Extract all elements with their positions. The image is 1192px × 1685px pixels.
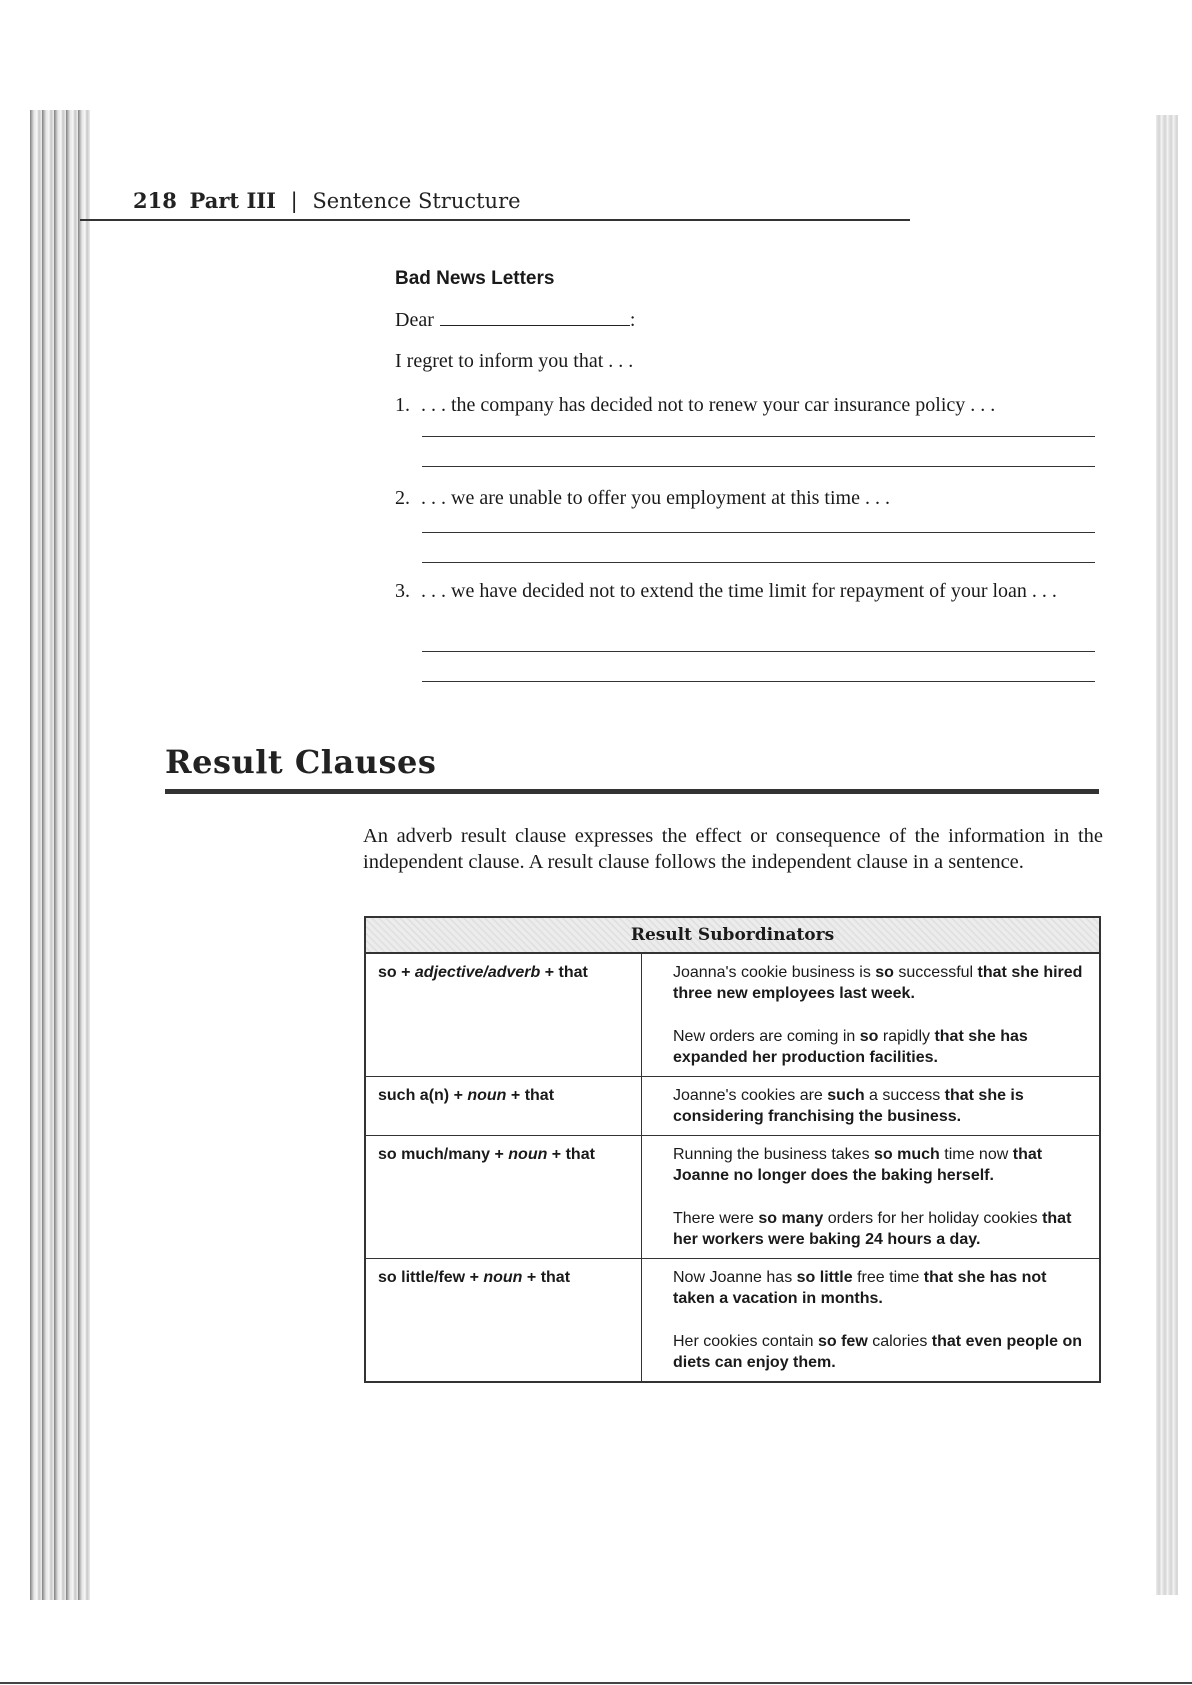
table-header-row xyxy=(365,917,1100,953)
part-label: Part III xyxy=(189,188,276,213)
example-part: so many xyxy=(758,1210,824,1227)
pattern-part: + that xyxy=(506,1087,555,1104)
example-part: There were xyxy=(673,1210,759,1227)
bottom-rule xyxy=(0,1682,1192,1684)
example-part: so xyxy=(875,964,894,981)
example-sentence xyxy=(673,1267,1087,1309)
head-separator: | xyxy=(290,189,298,213)
example-part: Joanna's cookie business is xyxy=(673,964,876,981)
example-part: successful xyxy=(893,964,978,981)
example-part: so little xyxy=(796,1269,853,1286)
pattern-part: + that xyxy=(522,1269,571,1286)
examples-cell xyxy=(642,1259,1101,1383)
example-part: a success xyxy=(864,1087,945,1104)
pattern-cell xyxy=(365,1136,642,1259)
example-sentence xyxy=(673,1026,1087,1068)
example-sentence xyxy=(673,1331,1087,1373)
item-number: 1. xyxy=(395,394,410,416)
pattern-part: noun xyxy=(508,1146,548,1163)
example-part: New orders are coming in xyxy=(673,1028,860,1045)
salutation-blank[interactable] xyxy=(440,311,630,326)
answer-line[interactable] xyxy=(422,562,1095,563)
item-text: . . . the company has decided not to renew your car insurance policy . . . xyxy=(421,394,996,416)
result-subordinators-table xyxy=(364,916,1101,1383)
answer-line[interactable] xyxy=(422,681,1095,682)
answer-line[interactable] xyxy=(422,532,1095,533)
example-part: that even people on diets can enjoy them. xyxy=(673,1333,1083,1371)
example-part: that she has expanded her production facilities. xyxy=(673,1028,1028,1066)
example-part: that she has not taken a vacation in months. xyxy=(673,1269,1047,1307)
example-part: free time xyxy=(852,1269,924,1286)
exercise-intro: I regret to inform you that . . . xyxy=(395,350,634,372)
examples-cell xyxy=(642,1136,1101,1259)
answer-line[interactable] xyxy=(422,436,1095,437)
examples-cell xyxy=(642,1077,1101,1136)
page-number: 218 xyxy=(133,188,177,213)
salutation-colon: : xyxy=(629,309,636,331)
example-part: Her cookies contain xyxy=(673,1333,818,1350)
example-part: calories xyxy=(867,1333,932,1350)
pattern-part: so little/few + xyxy=(378,1269,484,1286)
example-part: that she hired three new employees last week. xyxy=(673,964,1083,1002)
example-sentence xyxy=(673,1208,1087,1250)
head-rule xyxy=(80,219,910,221)
example-part: such xyxy=(827,1087,865,1104)
answer-line[interactable] xyxy=(422,466,1095,467)
example-part: time now xyxy=(939,1146,1013,1163)
example-part: Now Joanne has xyxy=(673,1269,797,1286)
exercise-item-2 xyxy=(395,485,1095,511)
examples-cell xyxy=(642,953,1101,1077)
pattern-part: so much/many + xyxy=(378,1146,509,1163)
answer-line[interactable] xyxy=(422,651,1095,652)
pattern-part: adjective/adverb xyxy=(414,964,541,981)
pattern-cell xyxy=(365,953,642,1077)
example-part: that she is considering franchising the business. xyxy=(673,1087,1024,1125)
example-part: so xyxy=(859,1028,879,1045)
example-part: Joanne's cookies are xyxy=(673,1087,828,1104)
table-row xyxy=(365,1077,1100,1136)
example-part: rapidly xyxy=(878,1028,935,1045)
section-title: Result Clauses xyxy=(165,743,437,781)
example-sentence xyxy=(673,962,1087,1004)
pattern-part: + that xyxy=(540,964,588,981)
table-header: Result Subordinators xyxy=(365,917,1100,953)
example-part: that her workers were baking 24 hours a day. xyxy=(673,1210,1072,1248)
example-sentence xyxy=(673,1144,1087,1186)
item-number: 2. xyxy=(395,487,410,509)
item-text: . . . we are unable to offer you employment at this time . . . xyxy=(421,487,890,509)
scan-edge-left xyxy=(30,110,90,1600)
pattern-cell xyxy=(365,1259,642,1383)
exercise-item-1 xyxy=(395,392,1095,418)
pattern-part: noun xyxy=(467,1087,507,1104)
running-head xyxy=(133,188,521,213)
example-part: orders for her holiday cookies xyxy=(823,1210,1043,1227)
scan-edge-right xyxy=(1156,115,1178,1595)
example-part: that Joanne no longer does the baking herself. xyxy=(673,1146,1043,1184)
table-row xyxy=(365,953,1100,1077)
section-intro: An adverb result clause expresses the effect or consequence of the information in the independent clause. A result clause follows the independent clause in a sentence. xyxy=(363,825,1103,873)
example-sentence xyxy=(673,1085,1087,1127)
pattern-part: + that xyxy=(547,1146,595,1163)
pattern-part: noun xyxy=(483,1269,523,1286)
example-part: so few xyxy=(817,1333,868,1350)
salutation-text: Dear xyxy=(395,309,434,331)
example-part: Running the business takes xyxy=(673,1146,875,1163)
exercise-item-3 xyxy=(395,578,1111,604)
section-rule xyxy=(165,789,1099,794)
example-part: so much xyxy=(874,1146,940,1163)
item-text: . . . we have decided not to extend the time limit for repayment of your loan . . . xyxy=(421,580,1057,602)
table-row xyxy=(365,1136,1100,1259)
pattern-part: so + xyxy=(378,964,415,981)
salutation xyxy=(395,309,635,332)
pattern-cell xyxy=(365,1077,642,1136)
table-row xyxy=(365,1259,1100,1383)
pattern-part: such a(n) + xyxy=(378,1087,468,1104)
section-label: Sentence Structure xyxy=(312,189,521,213)
exercise-title: Bad News Letters xyxy=(395,268,555,289)
item-number: 3. xyxy=(395,580,410,602)
